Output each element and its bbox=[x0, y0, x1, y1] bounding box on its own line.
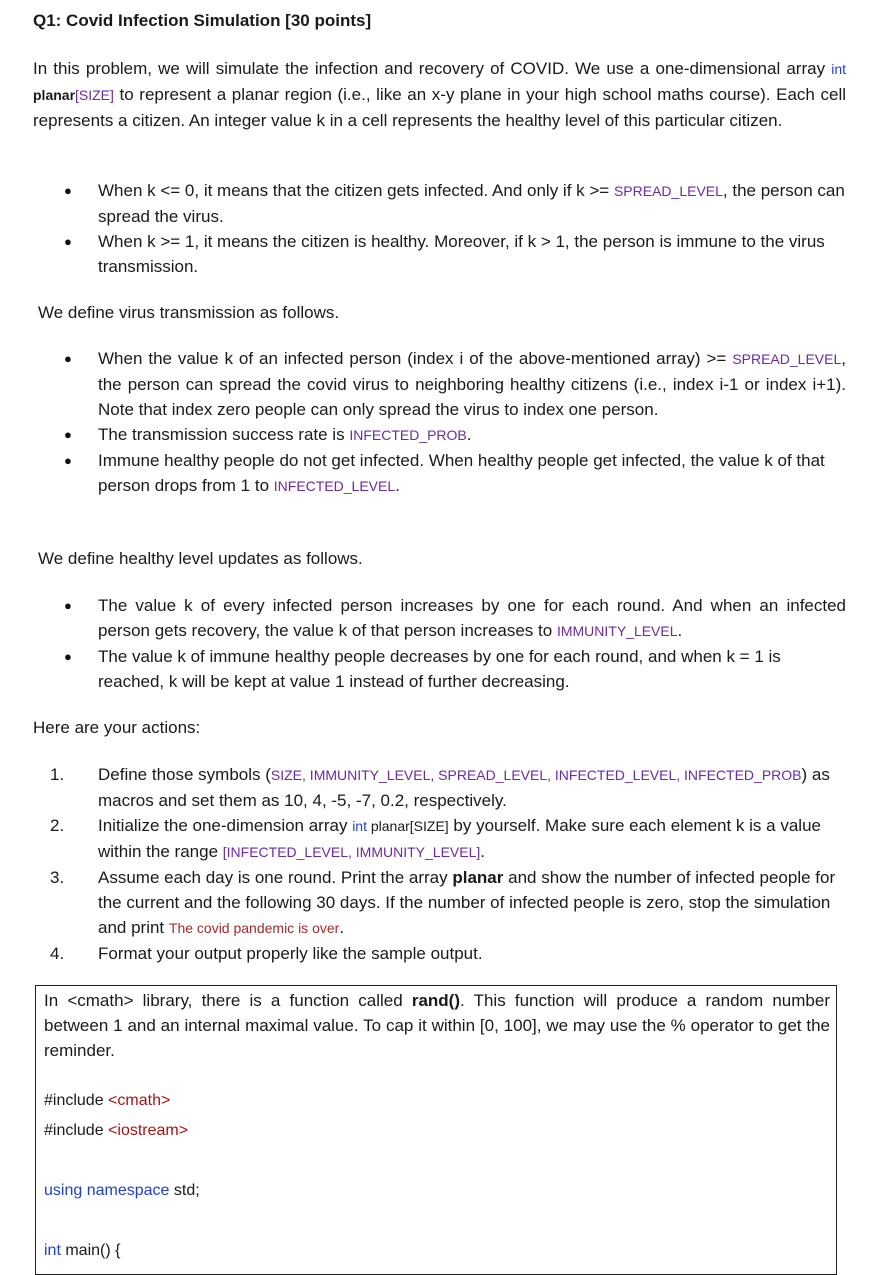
action-text: Define those symbols ( bbox=[98, 765, 271, 784]
transmission-text: When the value k of an infected person (index i of the above-mentioned array) >= bbox=[98, 349, 733, 368]
rand-info-box bbox=[35, 985, 837, 1275]
symbol-infected-prob: INFECTED_PROB bbox=[349, 427, 467, 443]
action-text: . bbox=[480, 842, 486, 861]
update-text: . bbox=[677, 621, 683, 640]
list-item bbox=[98, 229, 846, 279]
action-text: and show the number of infected people for the current and the following 30 days. If the number of infected people is zero, stop the simulation and print bbox=[98, 868, 836, 937]
code-include: #include bbox=[44, 1122, 109, 1139]
code-include: #include bbox=[44, 1092, 109, 1109]
list-number: 1. bbox=[50, 765, 65, 784]
code-int: int bbox=[352, 818, 367, 834]
update-list bbox=[98, 593, 846, 694]
rand-function: rand() bbox=[411, 991, 460, 1010]
list-item bbox=[50, 941, 846, 966]
level-text: , the person can spread the virus. bbox=[98, 181, 845, 226]
pandemic-over-message: The covid pandemic is over bbox=[168, 920, 340, 936]
actions-heading: Here are your actions: bbox=[33, 718, 201, 737]
symbol-list: SIZE, IMMUNITY_LEVEL, SPREAD_LEVEL, INFECTED_LEVEL, INFECTED_PROB bbox=[270, 767, 802, 783]
intro-code-int: int bbox=[831, 61, 846, 77]
code-lib: <cmath> bbox=[108, 1092, 171, 1109]
intro-paragraph bbox=[33, 56, 846, 133]
transmission-text: . bbox=[395, 476, 400, 495]
transmission-text: The transmission success rate is bbox=[98, 425, 350, 444]
intro-code-planar: planar bbox=[33, 87, 76, 103]
code-line-include-iostream bbox=[44, 1118, 188, 1143]
intro-text-b: to represent a planar region (i.e., like an x-y plane in your high school maths course). Each cell represents a citizen. An integer value k in a cell represents the healthy level of this particular citizen. bbox=[33, 85, 846, 130]
transmission-text: Immune healthy people do not get infected. When healthy people get infected, the value k of that person drops from 1 to bbox=[98, 451, 825, 495]
list-item bbox=[50, 865, 846, 941]
level-text: When k >= 1, it means the citizen is healthy. Moreover, if k > 1, the person is immune to the virus transmission. bbox=[98, 232, 825, 276]
level-text: When k <= 0, it means that the citizen gets infected. And only if k >= bbox=[98, 181, 614, 200]
action-text: . bbox=[339, 918, 345, 937]
level-list bbox=[98, 178, 846, 279]
symbol-infected-level: INFECTED_LEVEL bbox=[273, 478, 396, 494]
code-keyword: using namespace bbox=[44, 1182, 170, 1199]
box-text: In <cmath> library, there is a function called bbox=[44, 991, 412, 1010]
transmission-list bbox=[98, 346, 846, 499]
symbol-range: [INFECTED_LEVEL, IMMUNITY_LEVEL] bbox=[222, 844, 481, 860]
transmission-heading: We define virus transmission as follows. bbox=[38, 303, 340, 322]
question-title: Q1: Covid Infection Simulation [30 points] bbox=[33, 11, 372, 30]
bold-planar: planar bbox=[452, 868, 504, 887]
list-item bbox=[98, 422, 846, 448]
transmission-text: , the person can spread the covid virus to neighboring healthy citizens (i.e., index i-1 or index i+1). Note that index zero people can only spread the virus to index one person. bbox=[98, 349, 846, 419]
list-number: 4. bbox=[50, 944, 65, 963]
list-number: 2. bbox=[50, 816, 65, 835]
symbol-immunity-level: IMMUNITY_LEVEL bbox=[556, 623, 678, 639]
action-text: Format your output properly like the sample output. bbox=[98, 944, 483, 963]
list-item bbox=[50, 762, 846, 813]
action-text: ) as macros and set them as 10, 4, -5, -7, 0.2, respectively. bbox=[98, 765, 830, 810]
code-line-main bbox=[44, 1238, 120, 1263]
list-item bbox=[98, 644, 846, 694]
symbol-spread-level: SPREAD_LEVEL bbox=[613, 183, 723, 199]
transmission-text: . bbox=[466, 425, 472, 444]
code-keyword: int bbox=[44, 1242, 61, 1259]
list-number: 3. bbox=[50, 868, 65, 887]
list-item bbox=[98, 346, 846, 422]
code-lib: <iostream> bbox=[108, 1122, 189, 1139]
symbol-spread-level: SPREAD_LEVEL bbox=[732, 351, 842, 367]
code-text: std; bbox=[169, 1182, 200, 1199]
intro-code-size: [SIZE] bbox=[75, 87, 114, 103]
list-item bbox=[98, 178, 846, 229]
code-planar: planar[SIZE] bbox=[366, 818, 449, 834]
update-text: The value k of immune healthy people decreases by one for each round, and when k = 1 is reached, k will be kept at value 1 instead of further decreasing. bbox=[98, 647, 781, 691]
update-text: The value k of every infected person increases by one for each round. And when an infected person gets recovery, the value k of that person increases to bbox=[98, 596, 846, 640]
actions-list bbox=[50, 762, 846, 966]
action-text: Assume each day is one round. Print the array bbox=[98, 868, 453, 887]
action-text: by yourself. Make sure each element k is a value within the range bbox=[98, 816, 821, 861]
action-text: Initialize the one-dimension array bbox=[98, 816, 353, 835]
list-item bbox=[98, 593, 846, 644]
update-heading: We define healthy level updates as follows. bbox=[38, 549, 363, 568]
list-item bbox=[98, 448, 846, 499]
code-line-include-cmath bbox=[44, 1088, 170, 1113]
list-item bbox=[50, 813, 846, 865]
code-line-using bbox=[44, 1178, 200, 1203]
rand-info-text bbox=[44, 988, 830, 1063]
intro-text-a: In this problem, we will simulate the infection and recovery of COVID. We use a one-dimensional array bbox=[33, 59, 832, 78]
code-text: main() { bbox=[60, 1242, 121, 1259]
box-text: . This function will produce a random number between 1 and an internal maximal value. To cap it within [0, 100], we may use the % operator to get the reminder. bbox=[44, 991, 830, 1060]
